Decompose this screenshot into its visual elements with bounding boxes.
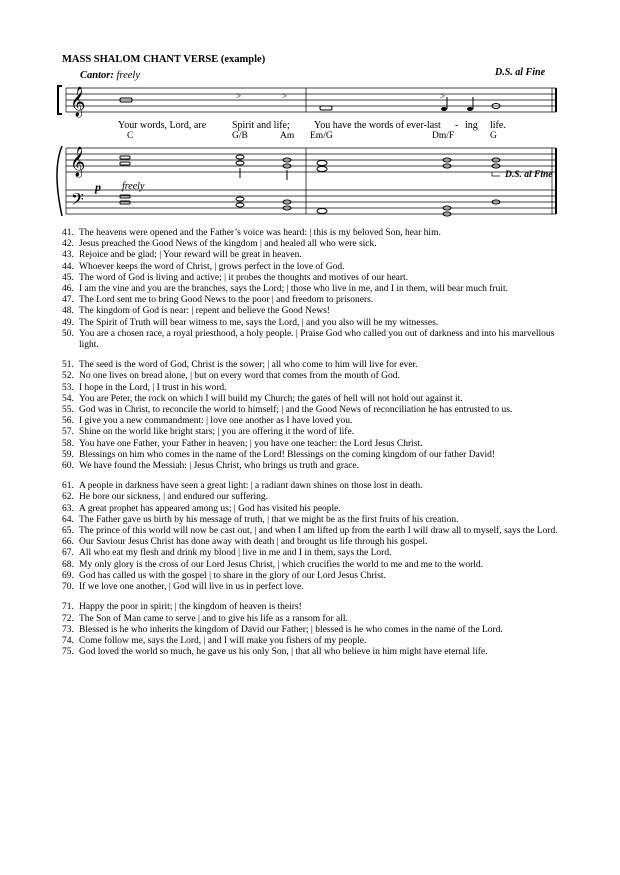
verse-item [62,602,562,613]
verse-item [62,450,562,461]
verse-text: The Father gave us birth by his message of truth, | that we might be as the first fruits of his creation. [79,514,459,525]
chord-symbol: G/B [232,131,248,141]
verse-text: The heavens were opened and the Father’s voice was heard: | this is my beloved Son, hear him. [79,228,441,238]
verse-item [62,295,562,306]
dynamic-marking: p [95,180,101,194]
verse-number: 55. [62,405,74,416]
verse-text: My only glory is the cross of our Lord Jesus Christ, | which crucifies the world to me and me to the world. [79,559,484,570]
verse-item [62,526,562,537]
verse-text: Rejoice and be glad; | Your reward will be great in heaven. [79,250,302,261]
verse-text: The Son of Man came to serve | and to give his life as a ransom for all. [79,613,348,624]
verse-text: The Lord sent me to bring Good News to the poor | and freedom to prisoners. [79,295,374,306]
verse-number: 68. [62,559,74,570]
verse-item [62,515,562,526]
accomp-tempo: freely [122,181,145,192]
verse-item [62,306,562,317]
verse-number: 71. [62,602,74,613]
verse-group [62,602,562,658]
verse-number: 43. [62,250,74,261]
verse-item [62,647,562,658]
verse-text: The Spirit of Truth will bear witness to me, says the Lord, | and you also will be my witnesses. [79,317,439,328]
verse-number: 61. [62,481,74,492]
verse-group [62,228,562,351]
treble-clef-icon: 𝄞 [70,147,86,177]
verse-number: 60. [62,461,74,472]
verse-item [62,383,562,394]
svg-text:>: > [440,91,446,101]
verse-text: You have one Father, your Father in heaven; | you have one teacher: the Lord Jesus Christ. [79,438,423,449]
verse-text: You are a chosen race, a royal priesthood, a holy people. | Praise God who called you out of darkness and into his marvellous light. [79,328,555,351]
verse-text: I hope in the Lord, | I trust in his word. [79,382,227,393]
svg-text:>: > [282,91,288,101]
verse-item [62,228,562,239]
lyric-segment: life. [490,120,506,131]
bass-clef-icon: 𝄢 [71,189,84,213]
music-staff-system [0,0,620,225]
verse-item [62,318,562,329]
verse-number: 67. [62,548,74,559]
page-title: MASS SHALOM CHANT VERSE (example) [62,54,266,65]
chord-symbol: C [127,131,134,141]
cantor-tempo: freely [116,70,140,81]
verse-item [62,427,562,438]
chord-symbol: G [490,131,497,141]
verse-text: God loved the world so much, he gave us his only Son, | that all who believe in him might have eternal life. [79,647,488,658]
verse-text: The seed is the word of God, Christ is the sower; | all who come to him will live for ever. [79,360,418,371]
verse-number: 70. [62,582,74,593]
verse-text: The kingdom of God is near: | repent and believe the Good News! [79,306,330,317]
lyric-segment: - [455,120,459,131]
lyric-segment: You have the words of ever-last [314,120,441,131]
verse-number: 52. [62,371,74,382]
verse-text: Blessings on him who comes in the name of the Lord! Blessings on the coming kingdom of our father David! [79,449,496,460]
lyric-segment: ing [465,120,478,131]
verse-number: 47. [62,295,74,306]
verse-text: I give you a new commandment: | love one another as I have loved you. [79,416,353,427]
verse-number: 48. [62,306,74,317]
lyric-segment: Your words, Lord, are [118,120,207,131]
verse-item [62,504,562,515]
verse-number: 42. [62,239,74,250]
verse-item [62,394,562,405]
verse-item [62,405,562,416]
verse-text: Come follow me, says the Lord, | and I will make you fishers of my people. [79,635,367,646]
verse-text: The prince of this world will now be cast out, | and when I am lifted up from the earth I will draw all to myself, says the Lord. [79,526,558,537]
verse-text: I am the vine and you are the branches, says the Lord; | those who live in me, and I in them, will bear much fruit. [79,284,509,295]
verse-text: Our Saviour Jesus Christ has done away with death | and brought us life through his gospel. [79,537,428,548]
verse-text: Jesus preached the Good News of the kingdom | and healed all who were sick. [79,239,377,250]
verse-text: No one lives on bread alone, | but on every word that comes from the mouth of God. [79,371,400,382]
verse-number: 74. [62,635,74,646]
ds-al-fine-top: D.S. al Fine [495,67,546,78]
verse-number: 53. [62,382,74,393]
verse-text: Whoever keeps the word of Christ, | grows perfect in the love of God. [79,261,345,272]
verse-item [62,284,562,295]
verse-text: Happy the poor in spirit; | the kingdom of heaven is theirs! [79,602,302,613]
verse-number: 66. [62,537,74,548]
verse-group [62,360,562,472]
verse-text: We have found the Messiah: | Jesus Christ, who brings us truth and grace. [79,461,360,472]
verse-group [62,481,562,593]
verse-number: 56. [62,416,74,427]
verse-text: God was in Christ, to reconcile the world to himself; | and the Good News of reconciliation he has entrusted to us. [79,405,513,416]
chord-symbol: Am [280,131,295,141]
verse-number: 41. [62,228,74,238]
verse-text: The word of God is living and active; | it probes the thoughts and motives of our heart. [79,272,409,283]
cantor-label: Cantor: [80,70,114,81]
verse-number: 51. [62,360,74,371]
verse-number: 72. [62,613,74,624]
verse-item [62,439,562,450]
verse-item [62,636,562,647]
verse-item [62,239,562,250]
verse-list [62,228,562,658]
verse-number: 64. [62,514,74,525]
verse-number: 45. [62,272,74,283]
verse-number: 73. [62,624,74,635]
verse-item [62,416,562,427]
verse-item [62,481,562,492]
svg-text:>: > [236,91,242,101]
verse-text: Shine on the world like bright stars; | you are offering it the word of life. [79,427,355,438]
verse-text: All who eat my flesh and drink my blood | live in me and I in them, says the Lord. [79,548,392,559]
verse-number: 57. [62,427,74,438]
verse-number: 44. [62,261,74,272]
ds-al-fine-mid: D.S. al Fine [505,170,553,180]
verse-item [62,625,562,636]
verse-number: 63. [62,503,74,514]
verse-number: 75. [62,647,74,658]
verse-number: 62. [62,492,74,503]
verse-number: 49. [62,317,74,328]
verse-text: You are Peter, the rock on which I will build my Church; the gates of hell will not hold out against it. [79,393,463,404]
verse-item [62,273,562,284]
verse-number: 46. [62,284,74,295]
verse-text: A people in darkness have seen a great light: | a radiant dawn shines on those lost in death. [79,481,423,492]
verse-text: If we love one another, | God will live in us in perfect love. [79,582,304,593]
verse-number: 65. [62,526,74,537]
verse-number: 54. [62,393,74,404]
verse-item [62,537,562,548]
verse-item [62,250,562,261]
verse-item [62,548,562,559]
verse-item [62,492,562,503]
verse-number: 50. [62,328,74,339]
verse-text: A great prophet has appeared among us; | God has visited his people. [79,503,341,514]
verse-item [62,614,562,625]
verse-text: God has called us with the gospel | to share in the glory of our Lord Jesus Christ. [79,570,386,581]
verse-item [62,329,562,351]
verse-number: 59. [62,449,74,460]
verse-item [62,360,562,371]
lyric-segment: Spirit and life; [232,120,290,131]
chord-symbol: Dm/F [432,131,455,141]
verse-item [62,582,562,593]
treble-clef-icon: 𝄞 [70,87,86,117]
verse-number: 58. [62,438,74,449]
verse-item [62,461,562,472]
verse-item [62,262,562,273]
verse-item [62,571,562,582]
verse-text: Blessed is he who inherits the kingdom of David our Father; | blessed is he who comes in the name of the Lord. [79,624,503,635]
verse-item [62,371,562,382]
chord-symbol: Em/G [310,131,333,141]
verse-item [62,560,562,571]
verse-number: 69. [62,570,74,581]
verse-text: He bore our sickness, | and endured our suffering. [79,492,269,503]
